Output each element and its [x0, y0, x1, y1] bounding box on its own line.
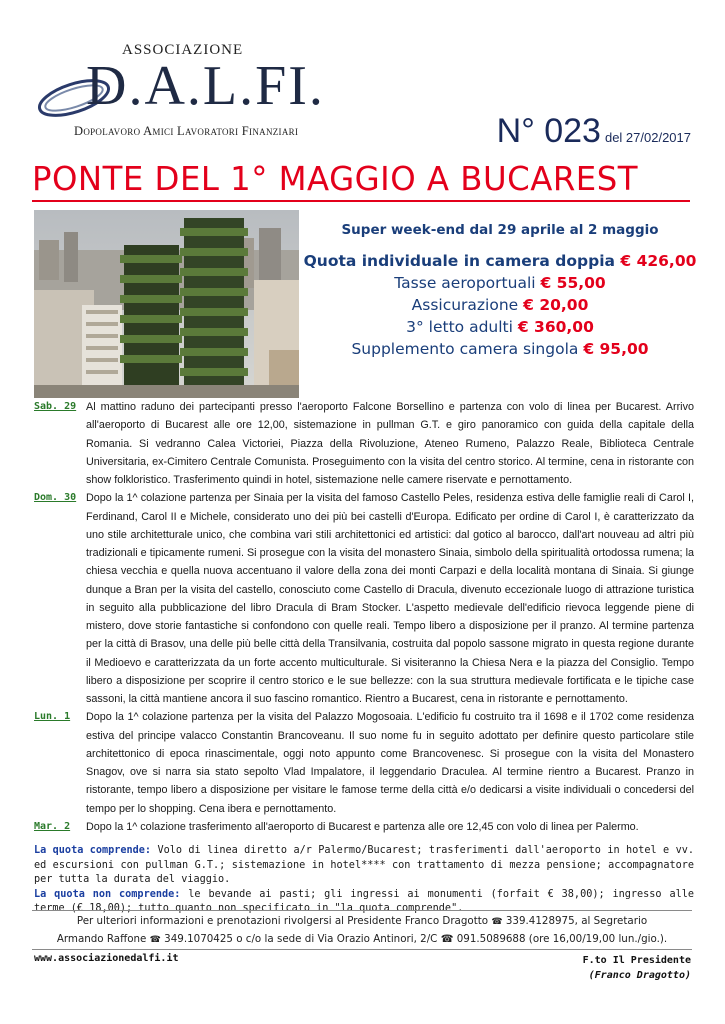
logo-subtitle: Dopolavoro Amici Lavoratori Finanziari [74, 124, 299, 138]
itinerary-day [34, 708, 694, 818]
offer-line [300, 316, 700, 338]
itinerary-day [34, 818, 694, 836]
signature-title: F.to Il Presidente [582, 955, 691, 966]
day-label: Sab. 29 [34, 401, 77, 412]
contact-intro: Per ulteriori informazioni e prenotazioni rivolgersi al Presidente Franco Dragotto [76, 915, 489, 927]
itinerary-day [34, 398, 694, 489]
offer-line [300, 250, 700, 272]
offer-price: € 55,00 [540, 274, 606, 292]
president-phone: 339.4128975, al Segretario [505, 915, 648, 927]
page-title: PONTE DEL 1° MAGGIO A BUCAREST [32, 159, 638, 198]
day-label: Lun. 1 [34, 711, 71, 723]
logo-top-text: ASSOCIAZIONE [122, 42, 244, 58]
contact-line-2 [32, 931, 692, 949]
offer-label: Assicurazione [411, 296, 519, 314]
price-conditions [34, 844, 694, 917]
offer-label: Tasse aeroportuali [394, 274, 536, 292]
itinerary-day [34, 489, 694, 708]
title-underline [32, 200, 690, 202]
offer-price: € 20,00 [523, 296, 589, 314]
included-section [34, 844, 694, 888]
signature-name: (Franco Dragotto) [588, 970, 691, 981]
included-text: Volo di linea diretto a/r Palermo/Bucarest; trasferimenti dall'aeroporto in hotel e vv. ed escursioni con pullman G.T.; sistemazione in hotel**** con trattamento di mezza pensione; accompagnatore per tutta la durata del viaggio. [34, 845, 694, 885]
day-description: Dopo la 1^ colazione trasferimento all'aeroporto di Bucarest e partenza alle ore 12,45 con volo di linea per Palermo. [86, 820, 639, 833]
offer-headline: Super week-end dal 29 aprile al 2 maggio [341, 222, 659, 238]
logo-main-text: D.A.L.FI. [86, 55, 325, 117]
offer-label: Supplemento camera singola [351, 340, 579, 358]
excluded-label: La quota non comprende: [34, 888, 181, 900]
telephone-icon: ☎ [440, 933, 454, 945]
day-description: Al mattino raduno dei partecipanti presso l'aeroporto Falcone Borsellino e partenza con volo di linea per Bucarest. Arrivo all'aeroporto di Bucarest alle ore 12,00, sistemazione in pullman G.T. e giro panoramico con guida della capitale della Romania. Si vedranno Calea Victoriei, Piazza della Rivoluzione, Ateneo Rumeno, Palazzo Reale, Biblioteca Centrale Universitaria, ex-Cimitero Centrale Comunista. Proseguimento con la visita del centro storico. Al termine, cena in ristorante con show folkloristico. Trasferimento quindi in hotel, sistemazione nelle camere riservate e pernottamento. [86, 401, 694, 486]
secretary-phone-and-address: 349.1070425 o c/o la sede di Via Orazio Antinori, 2/C [164, 933, 438, 945]
signature-block [583, 953, 691, 983]
day-label: Mar. 2 [34, 820, 71, 832]
document-date: del 27/02/2017 [604, 130, 691, 145]
day-description: Dopo la 1^ colazione partenza per la visita del Palazzo Mogosoaia. L'edificio fu costruito tra il 1698 e il 1702 come residenza estiva del principe valacco Constantin Brancoveanu. Il suo nome fu in seguito adottato per definire questo particolare stile architettonico di epoca rinascimentale, oggi noto appunto come Brancovenesc. Si prosegue con la visita del Monastero Snagov, ove si narra sia stato sepolto Vlad Impalatore, il leggendario Draculea. Al termine rientro a Bucarest. Pranzo in ristorante, tempo libero a disposizione per visitare le famose terme della città e/o dedicarsi a visite individuali o concedersi del tempo per lo shopping. Cena ibera e pernottamento. [86, 711, 694, 815]
contact-box [32, 910, 692, 950]
city-photo [34, 210, 299, 398]
document-number-value: N° 023 [496, 112, 601, 150]
itinerary [34, 398, 694, 836]
offer-line [300, 338, 700, 360]
offer-line [300, 294, 700, 316]
day-label: Dom. 30 [34, 492, 77, 504]
offer-line [300, 272, 700, 294]
website-link[interactable]: www.associazionedalfi.it [34, 953, 179, 964]
mobile-phone-icon: ☎︎ [149, 935, 161, 945]
office-phone: 091.5089688 (ore 16,00/19,00 lun./gio.). [456, 933, 668, 945]
document-number [497, 112, 691, 151]
offer-label: Quota individuale in camera doppia [303, 252, 615, 270]
mobile-phone-icon: ☎︎ [491, 917, 503, 927]
offer-price: € 426,00 [620, 252, 697, 270]
excluded-text: le bevande ai pasti; gli ingressi ai monumenti (forfait € 38,00); ingresso alle terme (€ 18,00); tutto quanto non specificato in "la quota comprende". [34, 888, 694, 914]
association-logo [34, 40, 334, 150]
secretary-name: Armando Raffone [56, 933, 147, 945]
contact-line-1 [32, 913, 692, 931]
price-offer [300, 222, 700, 360]
offer-price: € 360,00 [517, 318, 594, 336]
offer-label: 3° letto adulti [406, 318, 513, 336]
day-description: Dopo la 1^ colazione partenza per Sinaia per la visita del famoso Castello Peles, residenza estiva delle famiglie reali di Carol I, Ferdinand, Carol II e Michele, considerato uno dei più bei castelli d'Europa. Edificato per ordine di Carol I, è caratterizzato da uno stile architetturale unico, che combina vari stili architettonici ed artistici: dal gotico al barocco, dall'art nouveau ad altri più tradizionali e tipicamente rumeni. Si prosegue con la visita del monastero Sinaia, simbolo della spiritualità ortodossa rumena; la chiesa vecchia e quella nuova accentuano il valore della zona dei monti Carpazi e della località montana di Sinaia. Si giunge dunque a Bran per la visita del castello, conosciuto come Castello di Dracula, divenuto eccezionale luogo di attrazione turistica in seguito alla pubblicazione del libro Dracula di Bram Stocker. L'aspetto medievale dell'edificio rievoca leggende piene di mistero, dove storie fantastiche si confondono con quelle reali. Tempo libero a disposizione per il pranzo. Al termine partenza per la città di Brasov, una delle più belle città della Transilvania, costruita dal popolo sassone migrato in questa regione durante il Medioevo e caratterizzata da un forte accento multiculturale. Si visiteranno la Chiesa Nera e la piazza del Consiglio. Tempo libero a disposizione per scoprire il centro storico e le sue bellezze: con la sua struttura medievale fortificata e le tipiche case sassoni, la città mantiene ancora il suo fascino romantico. Rientro a Bucarest, cena in ristorante e pernottamento. [86, 492, 694, 705]
included-label: La quota comprende: [34, 845, 152, 856]
offer-price: € 95,00 [583, 340, 649, 358]
